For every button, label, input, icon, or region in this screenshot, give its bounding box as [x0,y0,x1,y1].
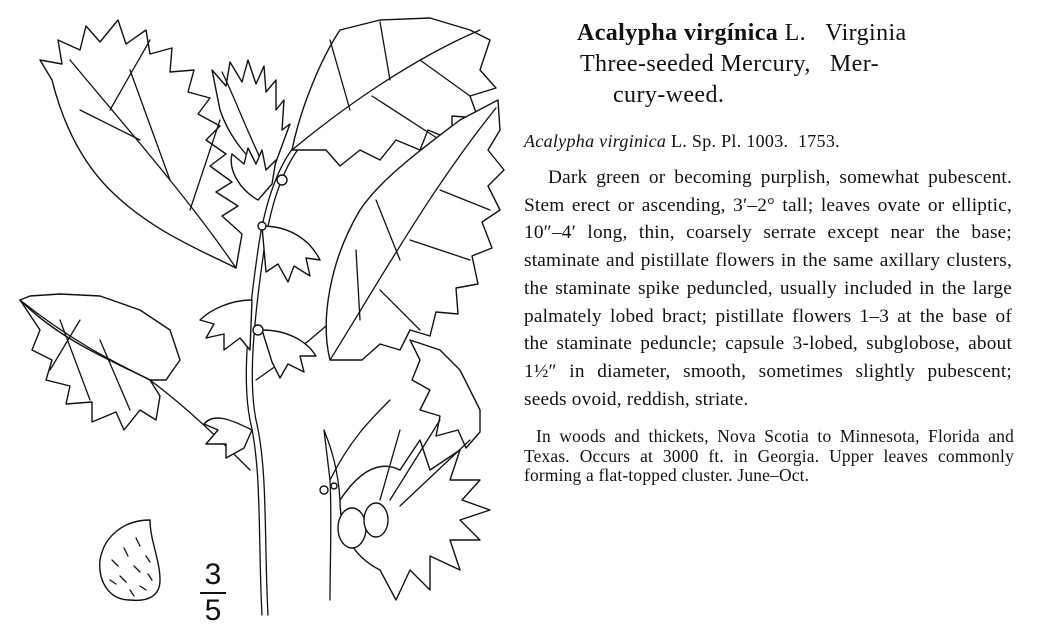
citation-year: 1753. [797,131,840,151]
common-name-line1: Virginia [825,20,907,46]
author: L. [784,20,807,46]
citation [524,131,1020,152]
leaf-right-drooping [410,340,480,448]
text-column [520,18,1020,485]
scale-denominator: 5 [204,594,222,627]
seed-icon [100,520,160,600]
citation-ref: L. Sp. Pl. 1003. [671,131,789,151]
description-text: Dark green or becoming purplish, somewhat pubescent. Stem erect or ascending, 3′–2° tall; leaves ovate or elliptic, 10″–4′ long, thin, coarsely serrate except near the base; staminate and pistillate flowers in the same axillary clusters, the staminate spike peduncled, usually included in the large palmately lobed bract; pistillate flowers 1–3 at the base of the staminate peduncle; capsule 3-lobed, subglobose, about 1½″ in diameter, smooth, sometimes slightly pubescent; seeds ovoid, reddish, striate. [524,167,1012,410]
main-stem [246,140,300,615]
habitat-range [524,427,1014,485]
scale-numerator: 3 [204,558,222,591]
citation-name: Acalypha virginica [524,131,667,151]
range-text: In woods and thickets, Nova Scotia to Minnesota, Florida and Texas. Occurs at 3000 ft. in Georgia. Upper leaves commonly forming a flat-topped cluster. June–Oct. [524,426,1014,485]
common-name-line2b: Mer- [829,51,880,77]
description [524,164,1012,413]
common-name-line2: Three-seeded Mercury, [580,51,811,77]
species-heading [520,18,1020,111]
common-name-line3: cury-weed. [613,82,725,108]
scientific-name: Acalypha virgínica [577,20,779,46]
scale-fraction [196,560,230,626]
